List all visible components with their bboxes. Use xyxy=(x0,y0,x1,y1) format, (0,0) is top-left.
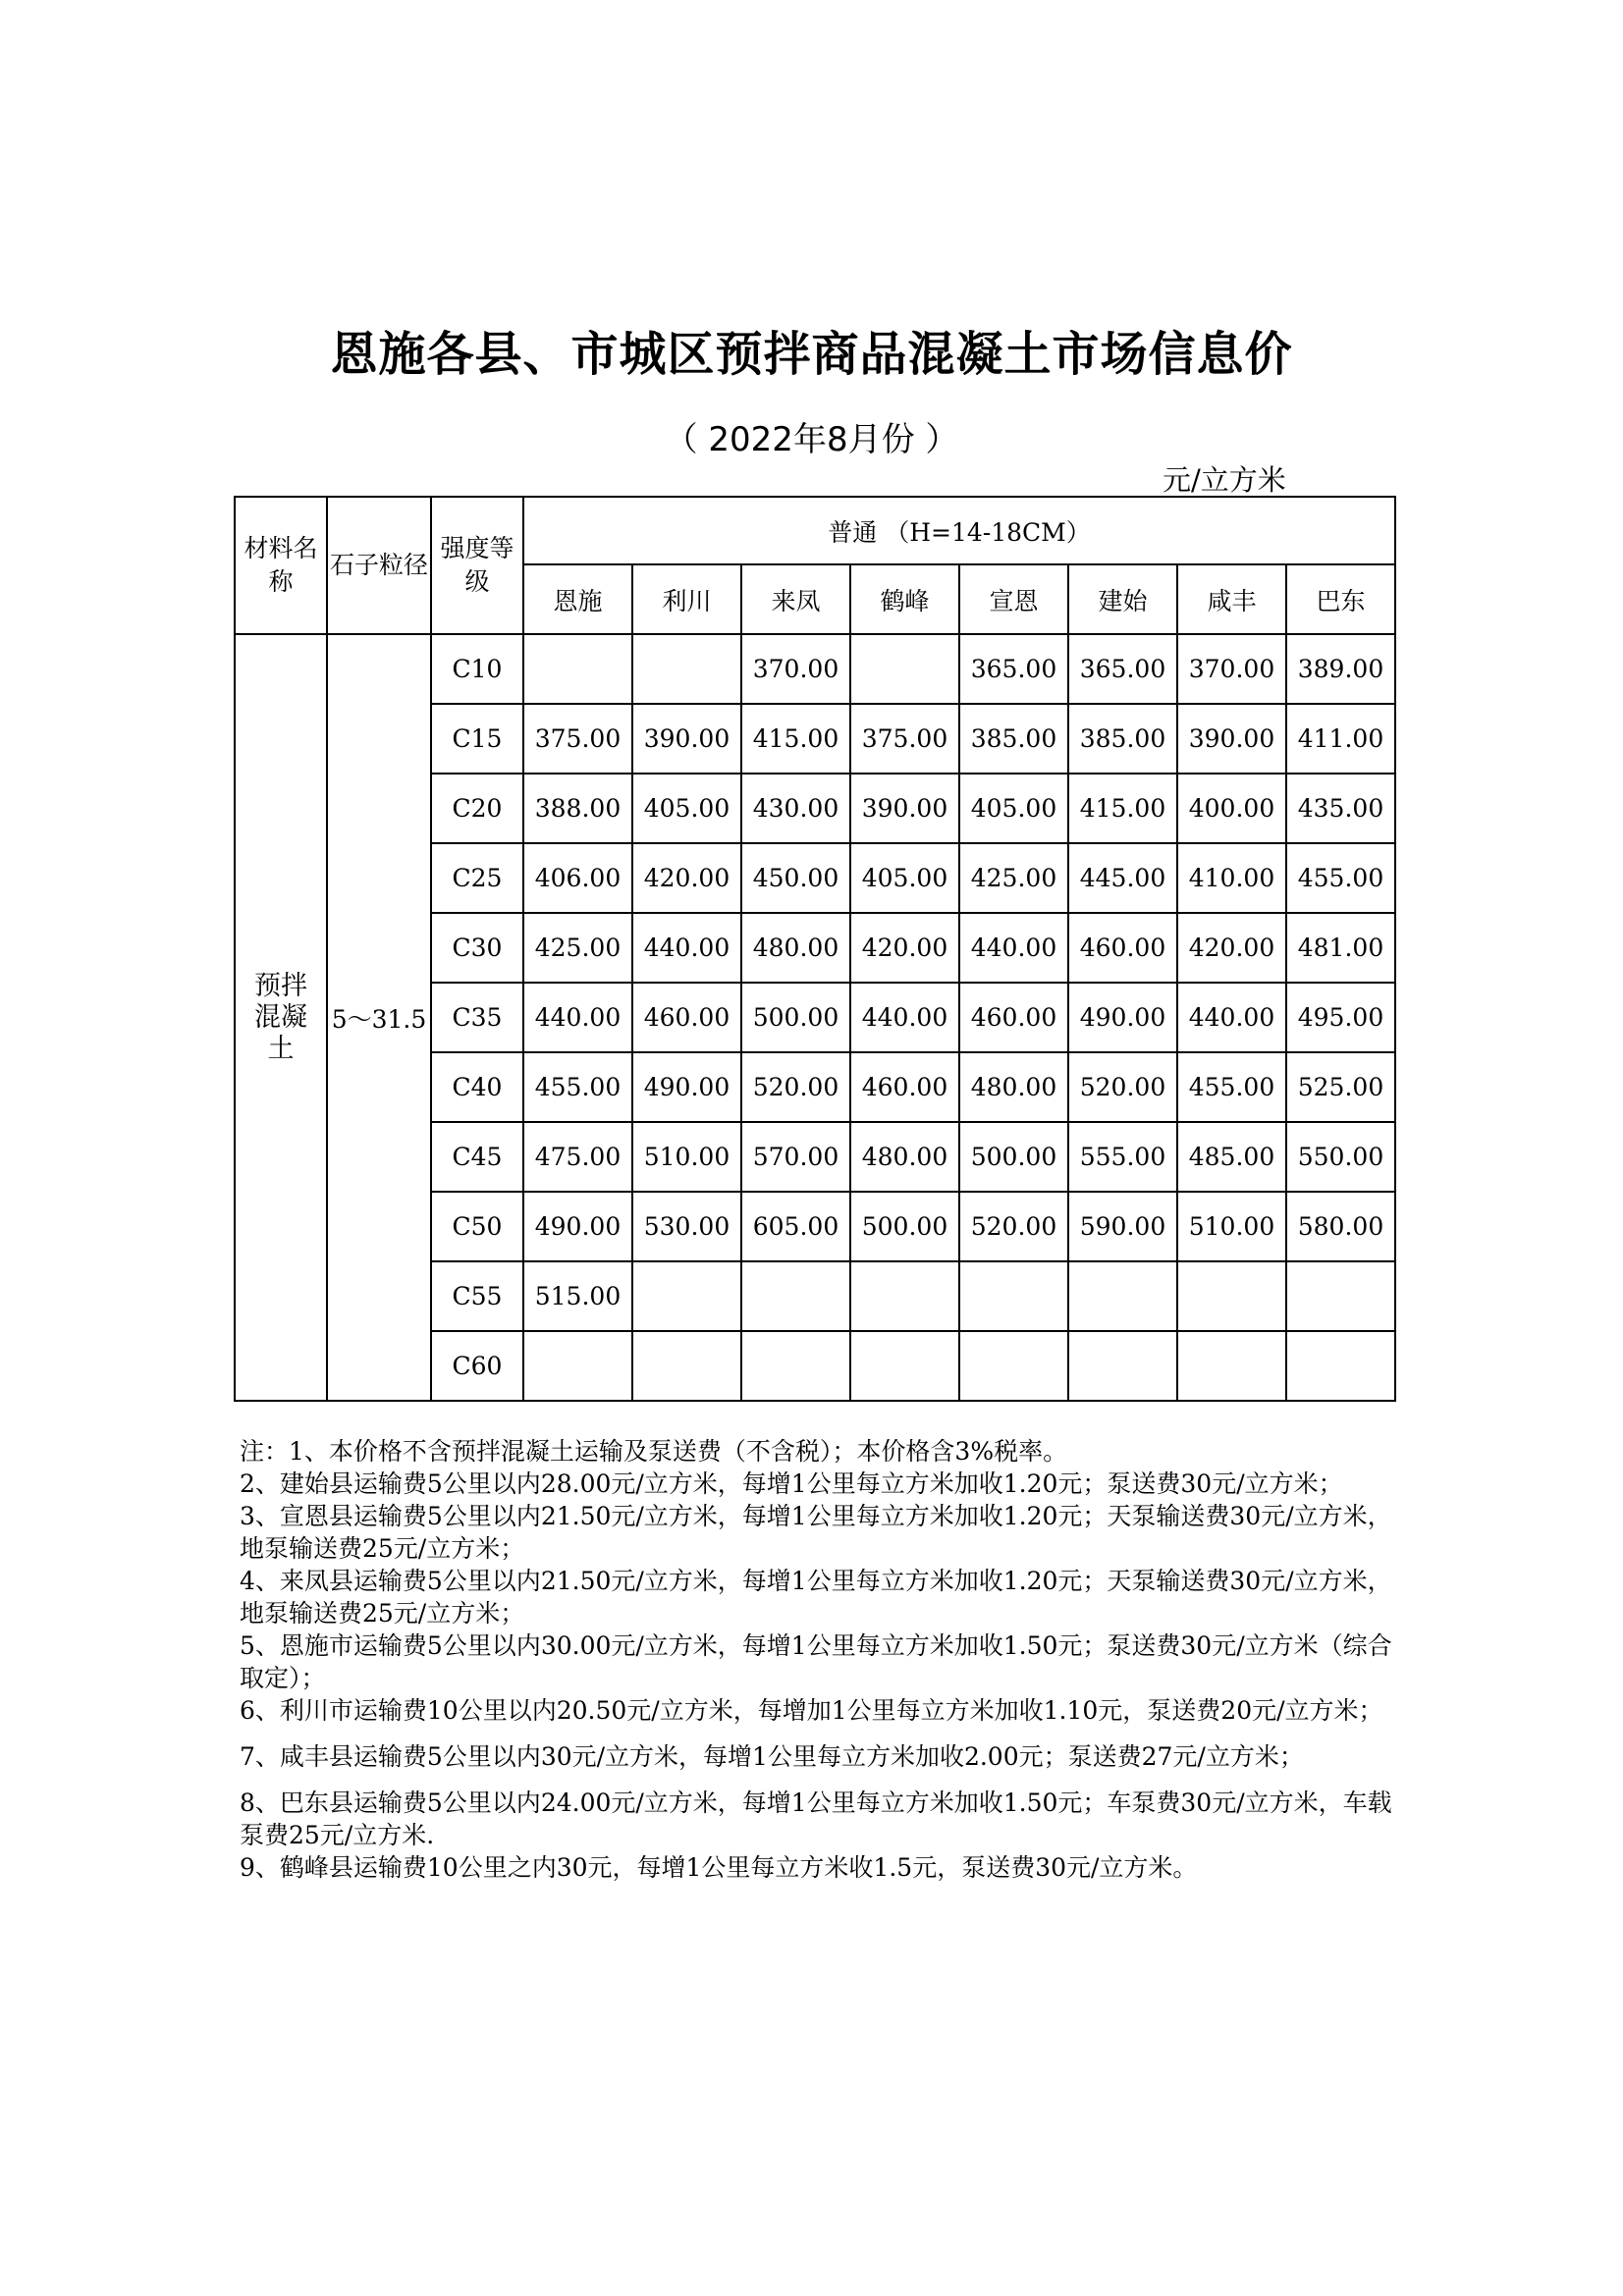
price-cell: 550.00 xyxy=(1286,1122,1395,1192)
price-cell: 460.00 xyxy=(959,983,1068,1052)
price-cell: 590.00 xyxy=(1068,1192,1177,1261)
price-cell: 495.00 xyxy=(1286,983,1395,1052)
header-region: 来凤 xyxy=(741,564,850,634)
grade-cell: C20 xyxy=(431,774,523,843)
price-cell xyxy=(741,1261,850,1331)
header-region: 鹤峰 xyxy=(850,564,959,634)
price-cell xyxy=(523,1331,632,1401)
price-cell: 510.00 xyxy=(632,1122,741,1192)
price-cell: 411.00 xyxy=(1286,704,1395,774)
price-cell xyxy=(1068,1261,1177,1331)
price-cell: 425.00 xyxy=(523,913,632,983)
grade-cell: C50 xyxy=(431,1192,523,1261)
price-cell: 389.00 xyxy=(1286,634,1395,704)
price-cell: 415.00 xyxy=(741,704,850,774)
header-stone-size: 石子粒径 xyxy=(327,497,431,634)
price-cell: 390.00 xyxy=(850,774,959,843)
price-cell: 420.00 xyxy=(632,843,741,913)
price-cell: 390.00 xyxy=(1177,704,1286,774)
price-cell: 580.00 xyxy=(1286,1192,1395,1261)
price-cell xyxy=(632,634,741,704)
price-cell: 455.00 xyxy=(523,1052,632,1122)
header-region: 巴东 xyxy=(1286,564,1395,634)
price-cell: 370.00 xyxy=(1177,634,1286,704)
price-cell: 440.00 xyxy=(632,913,741,983)
note-item: 5、恩施市运输费5公里以内30.00元/立方米，每增1公里每立方米加收1.50元；泵送费30元/立方米（综合取定）； xyxy=(240,1631,1392,1692)
price-cell: 370.00 xyxy=(741,634,850,704)
note-item: 4、来凤县运输费5公里以内21.50元/立方米，每增1公里每立方米加收1.20元；天泵输送费30元/立方米，地泵输送费25元/立方米； xyxy=(240,1567,1392,1628)
price-cell xyxy=(741,1331,850,1401)
price-cell: 420.00 xyxy=(1177,913,1286,983)
page-subtitle: （ 2022年8月份 ） xyxy=(664,420,959,459)
price-cell: 440.00 xyxy=(850,983,959,1052)
note-item: 注：1、本价格不含预拌混凝土运输及泵送费（不含税）；本价格含3%税率。 xyxy=(240,1437,1068,1466)
price-cell: 435.00 xyxy=(1286,774,1395,843)
price-cell: 385.00 xyxy=(1068,704,1177,774)
price-cell: 570.00 xyxy=(741,1122,850,1192)
price-table xyxy=(234,496,1396,1402)
note-item: 2、建始县运输费5公里以内28.00元/立方米，每增1公里每立方米加收1.20元；泵送费30元/立方米； xyxy=(240,1469,1343,1498)
header-region: 宣恩 xyxy=(959,564,1068,634)
price-cell: 420.00 xyxy=(850,913,959,983)
page-title: 恩施各县、市城区预拌商品混凝土市场信息价 xyxy=(330,327,1293,382)
grade-cell: C45 xyxy=(431,1122,523,1192)
price-cell: 440.00 xyxy=(523,983,632,1052)
price-cell: 445.00 xyxy=(1068,843,1177,913)
price-cell: 480.00 xyxy=(850,1122,959,1192)
note-item: 8、巴东县运输费5公里以内24.00元/立方米，每增1公里每立方米加收1.50元；车泵费30元/立方米，车载泵费25元/立方米. xyxy=(240,1789,1392,1849)
price-cell: 365.00 xyxy=(959,634,1068,704)
header-region: 建始 xyxy=(1068,564,1177,634)
price-cell xyxy=(1286,1331,1395,1401)
price-cell xyxy=(959,1331,1068,1401)
notes-section xyxy=(240,1435,1398,1884)
price-cell: 400.00 xyxy=(1177,774,1286,843)
price-cell: 500.00 xyxy=(959,1122,1068,1192)
price-cell: 500.00 xyxy=(741,983,850,1052)
table-row xyxy=(235,634,1395,704)
price-cell: 481.00 xyxy=(1286,913,1395,983)
price-cell: 415.00 xyxy=(1068,774,1177,843)
price-cell: 440.00 xyxy=(1177,983,1286,1052)
price-cell: 520.00 xyxy=(959,1192,1068,1261)
header-region: 恩施 xyxy=(523,564,632,634)
price-cell: 410.00 xyxy=(1177,843,1286,913)
price-cell: 365.00 xyxy=(1068,634,1177,704)
grade-cell: C25 xyxy=(431,843,523,913)
price-cell: 375.00 xyxy=(523,704,632,774)
price-cell: 450.00 xyxy=(741,843,850,913)
price-cell: 375.00 xyxy=(850,704,959,774)
price-cell: 405.00 xyxy=(632,774,741,843)
note-item: 9、鹤峰县运输费10公里之内30元，每增1公里每立方米收1.5元，泵送费30元/立方米。 xyxy=(240,1853,1198,1882)
price-cell xyxy=(632,1331,741,1401)
price-cell xyxy=(959,1261,1068,1331)
price-cell xyxy=(632,1261,741,1331)
price-cell: 555.00 xyxy=(1068,1122,1177,1192)
price-cell: 460.00 xyxy=(1068,913,1177,983)
unit-label: 元/立方米 xyxy=(1163,463,1286,497)
price-cell: 605.00 xyxy=(741,1192,850,1261)
price-cell: 490.00 xyxy=(1068,983,1177,1052)
stone-size-cell: 5～31.5 xyxy=(327,634,431,1401)
header-region: 咸丰 xyxy=(1177,564,1286,634)
price-cell: 406.00 xyxy=(523,843,632,913)
grade-cell: C10 xyxy=(431,634,523,704)
price-cell xyxy=(1286,1261,1395,1331)
price-cell: 460.00 xyxy=(850,1052,959,1122)
header-material: 材料名称 xyxy=(235,497,327,634)
price-cell: 455.00 xyxy=(1286,843,1395,913)
price-cell: 515.00 xyxy=(523,1261,632,1331)
price-cell: 405.00 xyxy=(959,774,1068,843)
price-cell: 475.00 xyxy=(523,1122,632,1192)
price-cell xyxy=(1177,1261,1286,1331)
grade-cell: C35 xyxy=(431,983,523,1052)
price-cell xyxy=(1177,1331,1286,1401)
note-item: 3、宣恩县运输费5公里以内21.50元/立方米，每增1公里每立方米加收1.20元；天泵输送费30元/立方米，地泵输送费25元/立方米； xyxy=(240,1502,1392,1563)
grade-cell: C40 xyxy=(431,1052,523,1122)
price-cell xyxy=(523,634,632,704)
material-name-cell: 预拌混凝土 xyxy=(235,634,327,1401)
price-cell: 440.00 xyxy=(959,913,1068,983)
grade-cell: C30 xyxy=(431,913,523,983)
price-cell: 530.00 xyxy=(632,1192,741,1261)
price-cell: 430.00 xyxy=(741,774,850,843)
price-cell: 388.00 xyxy=(523,774,632,843)
price-cell: 405.00 xyxy=(850,843,959,913)
price-cell: 520.00 xyxy=(1068,1052,1177,1122)
price-cell: 520.00 xyxy=(741,1052,850,1122)
header-grade: 强度等级 xyxy=(431,497,523,634)
price-cell: 490.00 xyxy=(632,1052,741,1122)
price-cell xyxy=(850,1331,959,1401)
grade-cell: C55 xyxy=(431,1261,523,1331)
price-cell: 525.00 xyxy=(1286,1052,1395,1122)
note-item: 7、咸丰县运输费5公里以内30元/立方米，每增1公里每立方米加收2.00元；泵送费27元/立方米； xyxy=(240,1742,1304,1771)
price-cell: 510.00 xyxy=(1177,1192,1286,1261)
grade-cell: C60 xyxy=(431,1331,523,1401)
price-cell: 460.00 xyxy=(632,983,741,1052)
price-cell: 455.00 xyxy=(1177,1052,1286,1122)
price-cell xyxy=(850,1261,959,1331)
price-cell: 425.00 xyxy=(959,843,1068,913)
price-cell: 385.00 xyxy=(959,704,1068,774)
grade-cell: C15 xyxy=(431,704,523,774)
price-cell xyxy=(1068,1331,1177,1401)
price-cell: 500.00 xyxy=(850,1192,959,1261)
price-cell: 390.00 xyxy=(632,704,741,774)
price-cell xyxy=(850,634,959,704)
price-cell: 480.00 xyxy=(741,913,850,983)
price-cell: 490.00 xyxy=(523,1192,632,1261)
header-group: 普通 （H=14-18CM） xyxy=(523,497,1395,564)
price-cell: 485.00 xyxy=(1177,1122,1286,1192)
header-region: 利川 xyxy=(632,564,741,634)
note-item: 6、利川市运输费10公里以内20.50元/立方米，每增加1公里每立方米加收1.10元，泵送费20元/立方米； xyxy=(240,1696,1383,1725)
price-cell: 480.00 xyxy=(959,1052,1068,1122)
